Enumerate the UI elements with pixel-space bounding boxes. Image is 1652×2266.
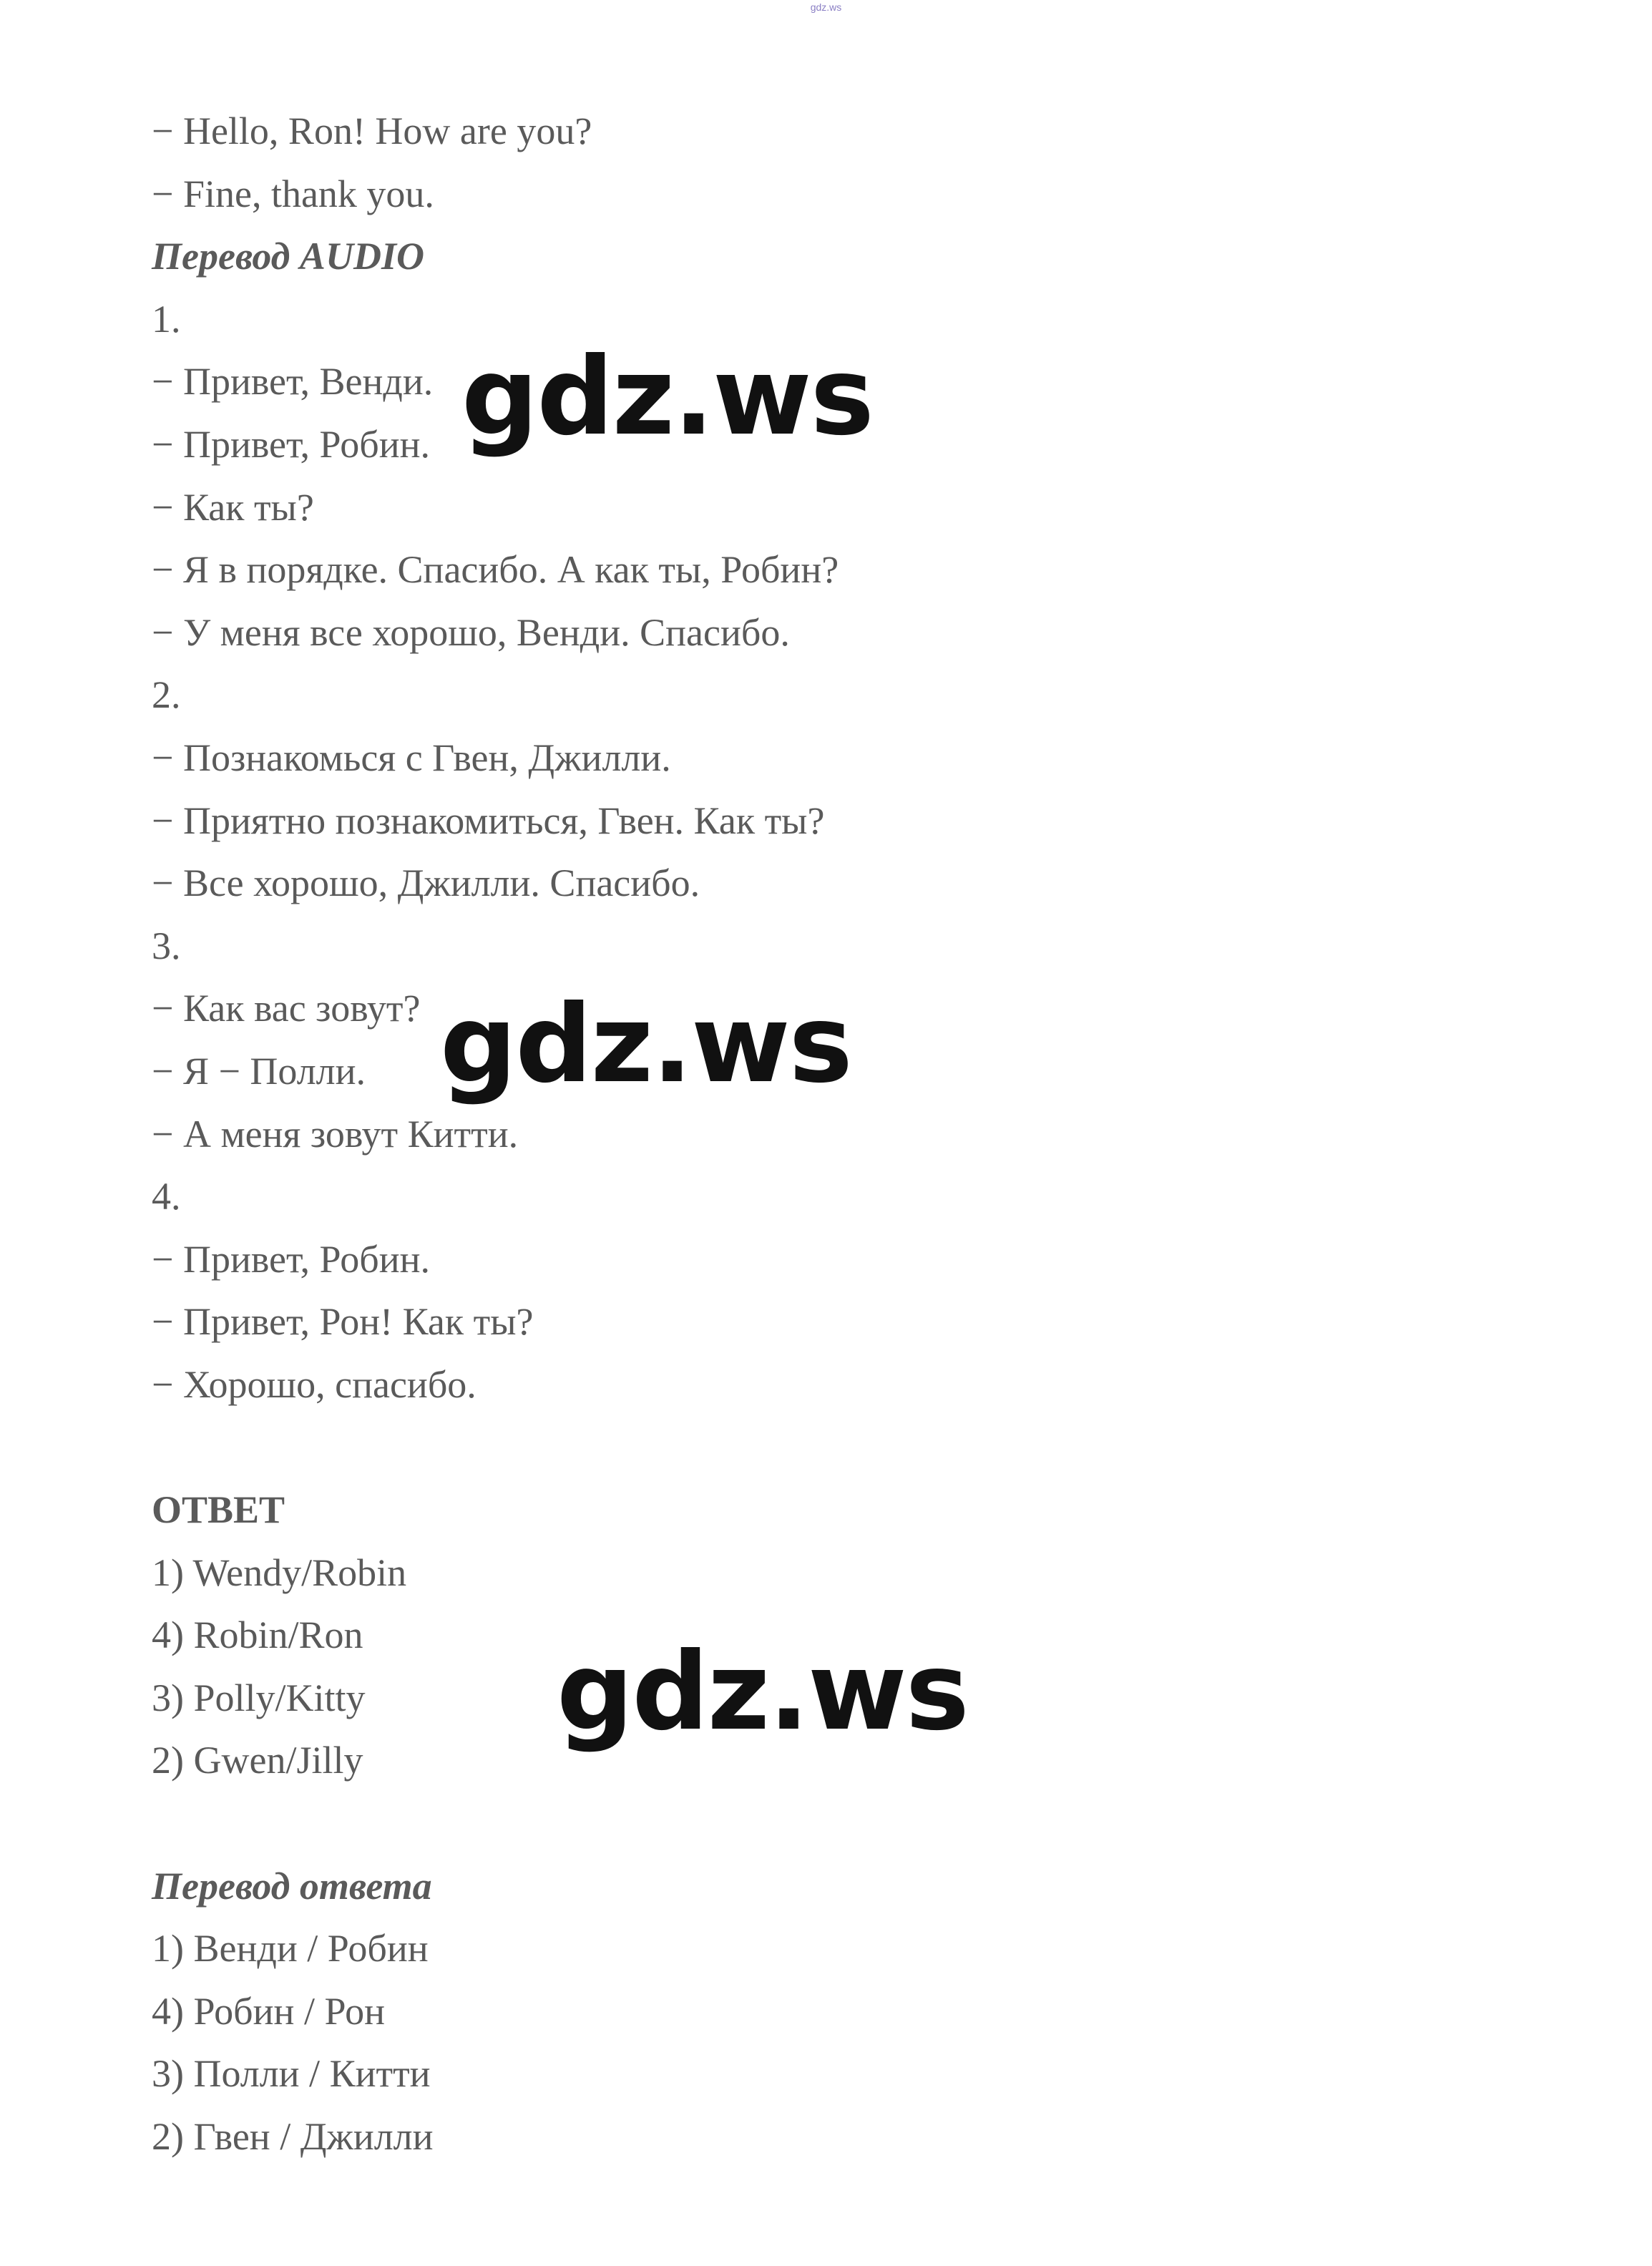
dialogue-line: − Я в порядке. Спасибо. А как ты, Робин?	[152, 548, 839, 592]
dialogue-line: − Как вас зовут?	[152, 987, 421, 1030]
dialogue-line: − Fine, thank you.	[152, 172, 434, 215]
dialogue-line: − Привет, Рон! Как ты?	[152, 1300, 534, 1344]
watermark-logo: gdz.ws	[557, 1630, 968, 1754]
dialogue-line: − У меня все хорошо, Венди. Спасибо.	[152, 610, 790, 654]
answer-item: 3) Polly/Kitty	[152, 1676, 366, 1719]
answer-translation-item: 3) Полли / Китти	[152, 2052, 431, 2096]
dialogue-line: − А меня зовут Китти.	[152, 1112, 519, 1156]
answer-translation-item: 2) Гвен / Джилли	[152, 2115, 434, 2158]
dialogue-line: − Привет, Робин.	[152, 1237, 430, 1281]
dialogue-number: 4.	[152, 1175, 181, 1219]
answer-translation-item: 1) Венди / Робин	[152, 1927, 429, 1970]
section-spacer	[152, 1792, 1511, 1855]
answer-heading: ОТВЕТ	[152, 1488, 285, 1532]
watermark-logo: gdz.ws	[461, 335, 873, 459]
top-watermark-label: gdz.ws	[810, 1, 842, 13]
dialogue-line: − Hello, Ron! How are you?	[152, 109, 592, 152]
dialogue-line: − Хорошо, спасибо.	[152, 1362, 476, 1406]
dialogue-line: − Привет, Робин.	[152, 422, 430, 466]
watermark-logo: gdz.ws	[440, 982, 851, 1107]
answer-translation-heading: Перевод ответа	[152, 1864, 432, 1908]
dialogue-line: − Все хорошо, Джилли. Спасибо.	[152, 861, 700, 905]
dialogue-line: − Я − Полли.	[152, 1049, 366, 1093]
answer-item: 1) Wendy/Robin	[152, 1550, 407, 1594]
answer-translation-item: 4) Робин / Рон	[152, 1989, 386, 2033]
answer-item: 4) Robin/Ron	[152, 1613, 363, 1657]
dialogue-number: 3.	[152, 924, 181, 967]
dialogue-line: − Познакомься с Гвен, Джилли.	[152, 736, 671, 779]
dialogue-line: − Приятно познакомиться, Гвен. Как ты?	[152, 799, 825, 842]
audio-translation-heading: Перевод AUDIO	[152, 235, 424, 278]
dialogue-number: 2.	[152, 673, 181, 717]
answer-item: 2) Gwen/Jilly	[152, 1739, 363, 1782]
section-spacer	[152, 1416, 1511, 1479]
dialogue-line: − Привет, Венди.	[152, 360, 434, 404]
dialogue-line: − Как ты?	[152, 485, 314, 529]
dialogue-number: 1.	[152, 297, 181, 341]
